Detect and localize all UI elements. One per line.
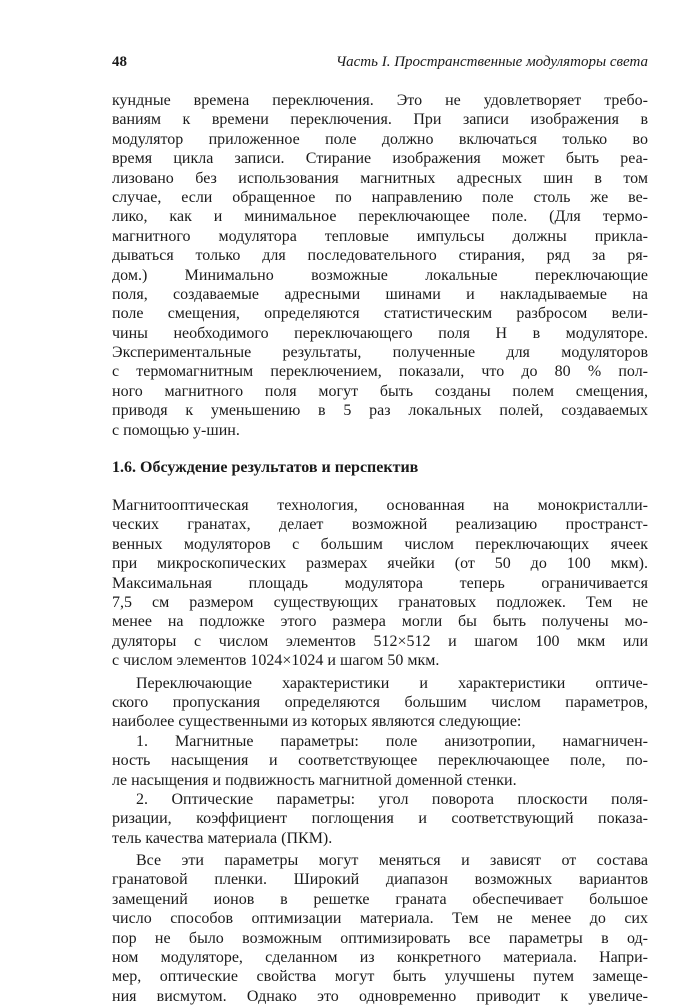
text-line: с помощью y-шин. — [112, 421, 240, 439]
text-line: ческих гранатах, делает возможной реализацию пространст- — [112, 516, 648, 534]
text-line: магнитного модулятора тепловые импульсы должны прикла- — [112, 227, 648, 245]
text-line: случае, если обращенное по направлению поле столь же ве- — [112, 188, 648, 206]
text-line: ского пропускания определяются большим числом параметров, — [112, 693, 648, 711]
running-title: Часть I. Пространственные модуляторы света — [335, 54, 648, 70]
text-line: 7,5 см размером существующих гранатовых подложек. Тем не — [112, 593, 648, 611]
page-number: 48 — [112, 54, 127, 70]
text-line: поля, создаваемые адресными шинами и накладываемые на — [112, 285, 648, 303]
text-line: 1. Магнитные параметры: поле анизотропии, намагничен- — [136, 732, 648, 750]
text-line: с термомагнитным переключением, показали, что до 80 % пол- — [112, 363, 648, 381]
text-line: наиболее существенными из которых являются следующие: — [112, 713, 522, 731]
text-line: Магнитооптическая технология, основанная на монокристалли- — [112, 497, 648, 515]
paragraph-3 — [112, 674, 648, 732]
text-line: пор не было возможным оптимизировать все параметры в од- — [112, 929, 648, 947]
text-line: поле смещения, определяются статистическим разбросом вели- — [112, 305, 648, 323]
list-item-2 — [112, 790, 648, 848]
text-line: Все эти параметры могут меняться и зависят от состава — [136, 852, 648, 870]
text-line: время цикла записи. Стирание изображения может быть реа- — [112, 150, 648, 168]
text-line: модулятор приложенное поле должно включаться только во — [112, 130, 648, 148]
text-line: Максимальная площадь модулятора теперь ограничивается — [112, 574, 648, 592]
text-line: лизовано без использования магнитных адресных шин в том — [112, 169, 648, 187]
text-line: приводя к уменьшению в 5 раз локальных полей, создаваемых — [112, 402, 648, 420]
text-line: 2. Оптические параметры: угол поворота плоскости поля- — [136, 790, 648, 808]
text-line: тель качества материала (ПКМ). — [112, 829, 333, 847]
text-line: ризации, коэффициент поглощения и соответствующий показа- — [112, 810, 648, 828]
list-item-1 — [112, 732, 648, 790]
text-line: ле насыщения и подвижность магнитной доменной стенки. — [112, 771, 517, 789]
text-line: дуляторы с числом элементов 512×512 и шагом 100 мкм или — [112, 632, 648, 650]
text-line: с числом элементов 1024×1024 и шагом 50 мкм. — [112, 652, 440, 670]
text-line: Переключающие характеристики и характеристики оптиче- — [136, 674, 648, 692]
paragraph-1 — [112, 91, 648, 440]
paragraph-4 — [112, 851, 648, 1006]
paragraph-2 — [112, 496, 648, 671]
running-header — [112, 54, 648, 76]
text-line: замещений ионов в решетке граната обеспечивает большое — [112, 890, 648, 908]
text-line: гранатовой пленки. Широкий диапазон возможных вариантов — [112, 871, 648, 889]
text-line: Экспериментальные результаты, полученные для модуляторов — [112, 344, 648, 362]
text-line: ном модуляторе, сделанном из конкретного материала. Напри- — [112, 949, 648, 967]
section-heading: 1.6. Обсуждение результатов и перспектив — [112, 459, 419, 477]
text-line: число способов оптимизации материала. Тем не менее до сих — [112, 910, 648, 928]
text-line: лико, как и минимальное переключающее поле. (Для термо- — [112, 208, 648, 226]
text-line: кундные времена переключения. Это не удовлетворяет требо- — [112, 92, 648, 109]
book-page — [112, 54, 648, 1006]
text-line: ваниям к времени переключения. При записи изображения в — [112, 111, 648, 129]
text-line: ность насыщения и соответствующее переключающее поле, по- — [112, 752, 648, 770]
text-line: ного магнитного поля могут быть созданы полем смещения, — [112, 382, 648, 400]
text-line: при микроскопических размерах ячейки (от 50 до 100 мкм). — [112, 555, 648, 573]
text-line: ния висмутом. Однако это одновременно приводит к увеличе- — [112, 987, 648, 1005]
text-line: дываться только для последовательного стирания, ряд за ря- — [112, 247, 648, 265]
text-line: мер, оптические свойства могут быть улучшены путем замеще- — [112, 968, 648, 986]
text-line: менее на подложке этого размера могли бы быть получены мо- — [112, 613, 648, 631]
text-line: дом.) Минимально возможные локальные переключающие — [112, 266, 648, 284]
text-line: венных модуляторов с большим числом переключающих ячеек — [112, 535, 648, 553]
text-line: чины необходимого переключающего поля H в модуляторе. — [112, 324, 648, 342]
